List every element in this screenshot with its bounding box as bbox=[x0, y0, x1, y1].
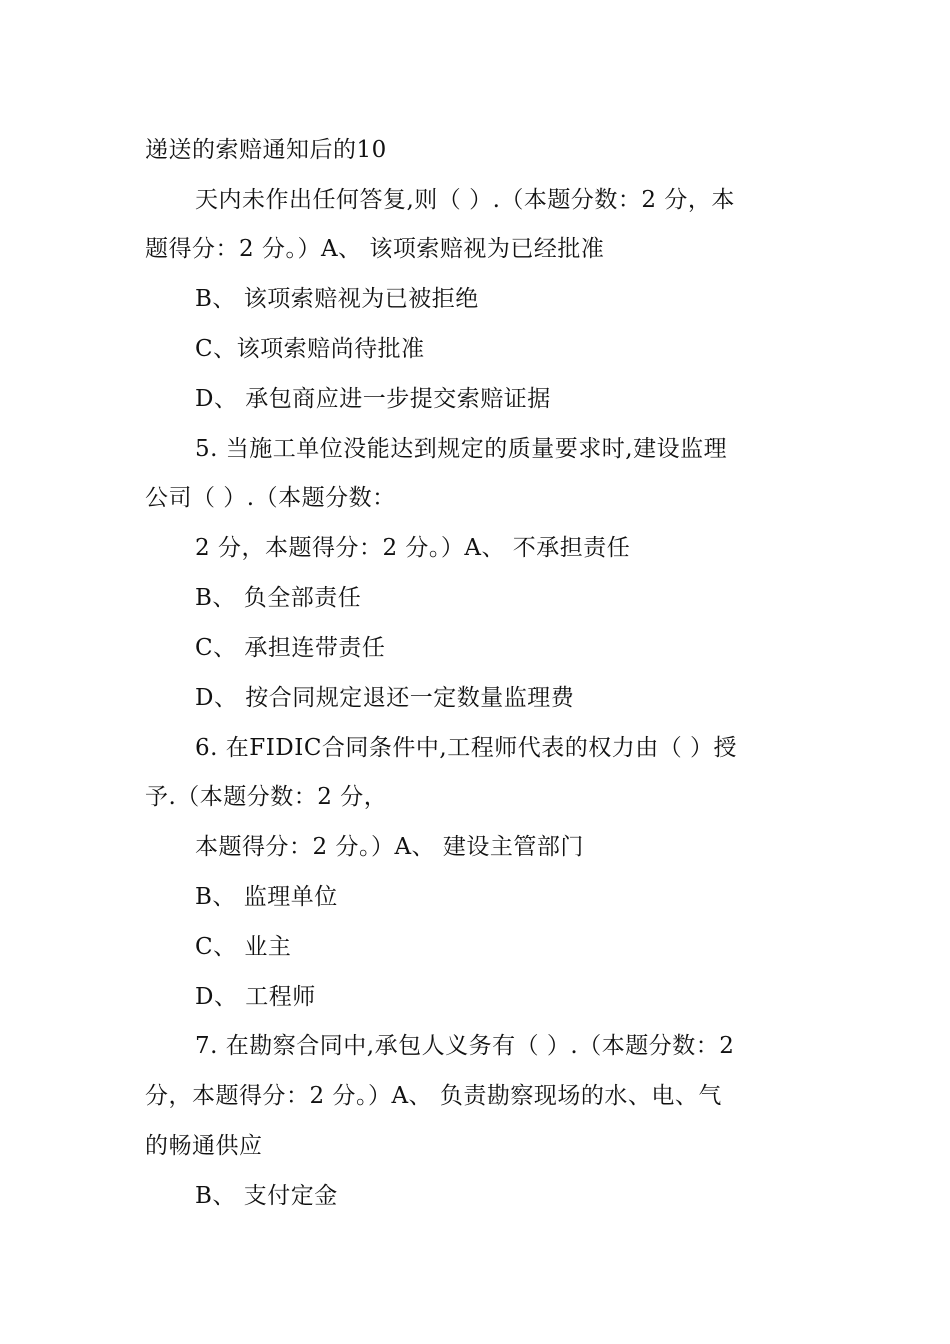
option-c-q5: C、 承担连带责任 bbox=[195, 635, 386, 661]
question-7: 7. 在勘察合同中,承包人义务有（ ）.（本题分数：2 bbox=[195, 1033, 735, 1059]
question-6: 6. 在FIDIC合同条件中,工程师代表的权力由（ ）授 bbox=[195, 735, 738, 761]
option-b-q7: B、 支付定金 bbox=[195, 1183, 338, 1209]
text-line-2: 天内未作出任何答复,则（ ）.（本题分数：2 分，本 bbox=[195, 187, 735, 213]
question-5-cont: 公司（ ）.（本题分数： bbox=[145, 485, 396, 511]
option-b-q4: B、 该项索赔视为已被拒绝 bbox=[195, 286, 479, 312]
option-b-q6: B、 监理单位 bbox=[195, 884, 338, 910]
question-7-cont: 分，本题得分：2 分。）A、 负责勘察现场的水、电、气 bbox=[145, 1083, 722, 1109]
option-b-q5: B、 负全部责任 bbox=[195, 585, 362, 611]
option-d-q4: D、 承包商应进一步提交索赔证据 bbox=[195, 386, 551, 412]
option-d-q5: D、 按合同规定退还一定数量监理费 bbox=[195, 685, 575, 711]
question-6-cont: 予.（本题分数：2 分， bbox=[145, 784, 388, 810]
question-7-cont-2: 的畅通供应 bbox=[145, 1133, 263, 1159]
text-line-3: 题得分：2 分。）A、 该项索赔视为已经批准 bbox=[145, 236, 605, 262]
option-c-q6: C、 业主 bbox=[195, 934, 292, 960]
option-d-q6: D、 工程师 bbox=[195, 984, 316, 1010]
option-c-q4: C、该项索赔尚待批准 bbox=[195, 336, 425, 362]
question-5-score: 2 分，本题得分：2 分。）A、 不承担责任 bbox=[195, 535, 631, 561]
text-line-1: 递送的索赔通知后的10 bbox=[145, 137, 387, 163]
question-5: 5. 当施工单位没能达到规定的质量要求时,建设监理 bbox=[195, 436, 728, 462]
question-6-score: 本题得分：2 分。）A、 建设主管部门 bbox=[195, 834, 584, 860]
